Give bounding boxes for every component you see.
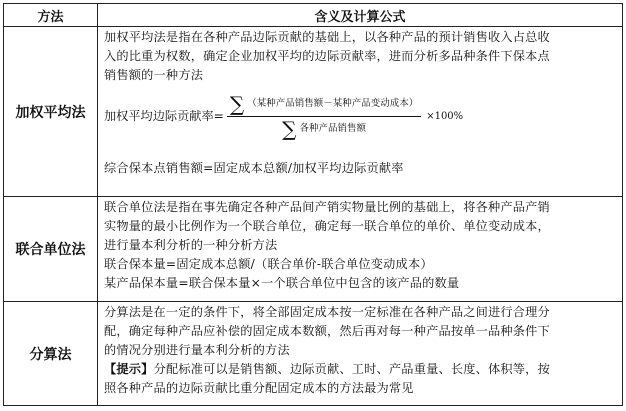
tip-text: 分配标准可以是销售额、边际贡献、工时、产品重量、长度、体积等，按 <box>153 362 550 376</box>
description-line: 某产品保本量=联合保本量×一个联合单位中包含的该产品的数量 <box>104 276 460 290</box>
description-line: 加权平均法是指在各种产品边际贡献的基础上，以各种产品的预计销售收入占总收 <box>104 30 550 44</box>
table-row-joint-unit <box>4 197 623 302</box>
description-line: 进行量本利分析的一种分析方法 <box>104 238 278 252</box>
tip-line: 照各种产品的边际贡献比重分配固定成本的方法最为常见 <box>104 381 414 395</box>
formula-label: 加权平均边际贡献率= <box>104 108 224 123</box>
method-name: 联合单位法 <box>4 197 98 302</box>
sigma-symbol: ∑ <box>229 91 245 116</box>
method-description <box>98 27 623 197</box>
method-name: 加权平均法 <box>4 27 98 197</box>
formula-fraction <box>227 91 421 141</box>
formula-numerator <box>227 91 421 117</box>
table-row-allocation <box>4 302 623 406</box>
weighted-margin-formula <box>104 85 617 147</box>
description-line: 联合保本量=固定成本总额/（联合单价-联合单位变动成本） <box>104 257 433 271</box>
description-line: 销售额的一种方法 <box>104 68 204 82</box>
description-line: 的情况分别进行量本利分析的方法 <box>104 343 290 357</box>
sigma-symbol: ∑ <box>282 116 297 141</box>
table-row-weighted-average <box>4 27 623 197</box>
header-meaning-formula: 含义及计算公式 <box>98 4 623 27</box>
description-line: 配，确定每种产品应补偿的固定成本数额，然后再对每一种产品按单一品种条件下 <box>104 324 550 338</box>
description-line: 入的比重为权数，确定企业加权平均的边际贡献率，进而分析多品种条件下保本点 <box>104 49 550 63</box>
table-header-row <box>4 4 623 27</box>
description-line: 分算法是在一定的条件下，将全部固定成本按一定标准在各种产品之间进行合理分 <box>104 305 550 319</box>
method-name: 分算法 <box>4 302 98 406</box>
description-line: 联合单位法是指在事先确定各种产品间产销实物量比例的基础上，将各种产品产销 <box>104 200 550 214</box>
formula-suffix: ×100% <box>426 110 464 122</box>
tip-label: 【提示】 <box>104 362 154 376</box>
tip-line <box>104 360 617 379</box>
methods-table <box>3 3 623 406</box>
denominator-text: 各种产品销售额 <box>299 123 366 134</box>
formula-denominator <box>279 117 369 139</box>
header-method: 方法 <box>4 4 98 27</box>
method-description <box>98 302 623 406</box>
numerator-text: （某种产品销售额－某种产品变动成本） <box>247 98 419 109</box>
description-line: 综合保本点销售额=固定成本总额/加权平均边际贡献率 <box>104 161 404 175</box>
method-description <box>98 197 623 302</box>
description-line: 实物量的最小比例作为一个联合单位，确定每一联合单位的单价、单位变动成本， <box>104 219 550 233</box>
